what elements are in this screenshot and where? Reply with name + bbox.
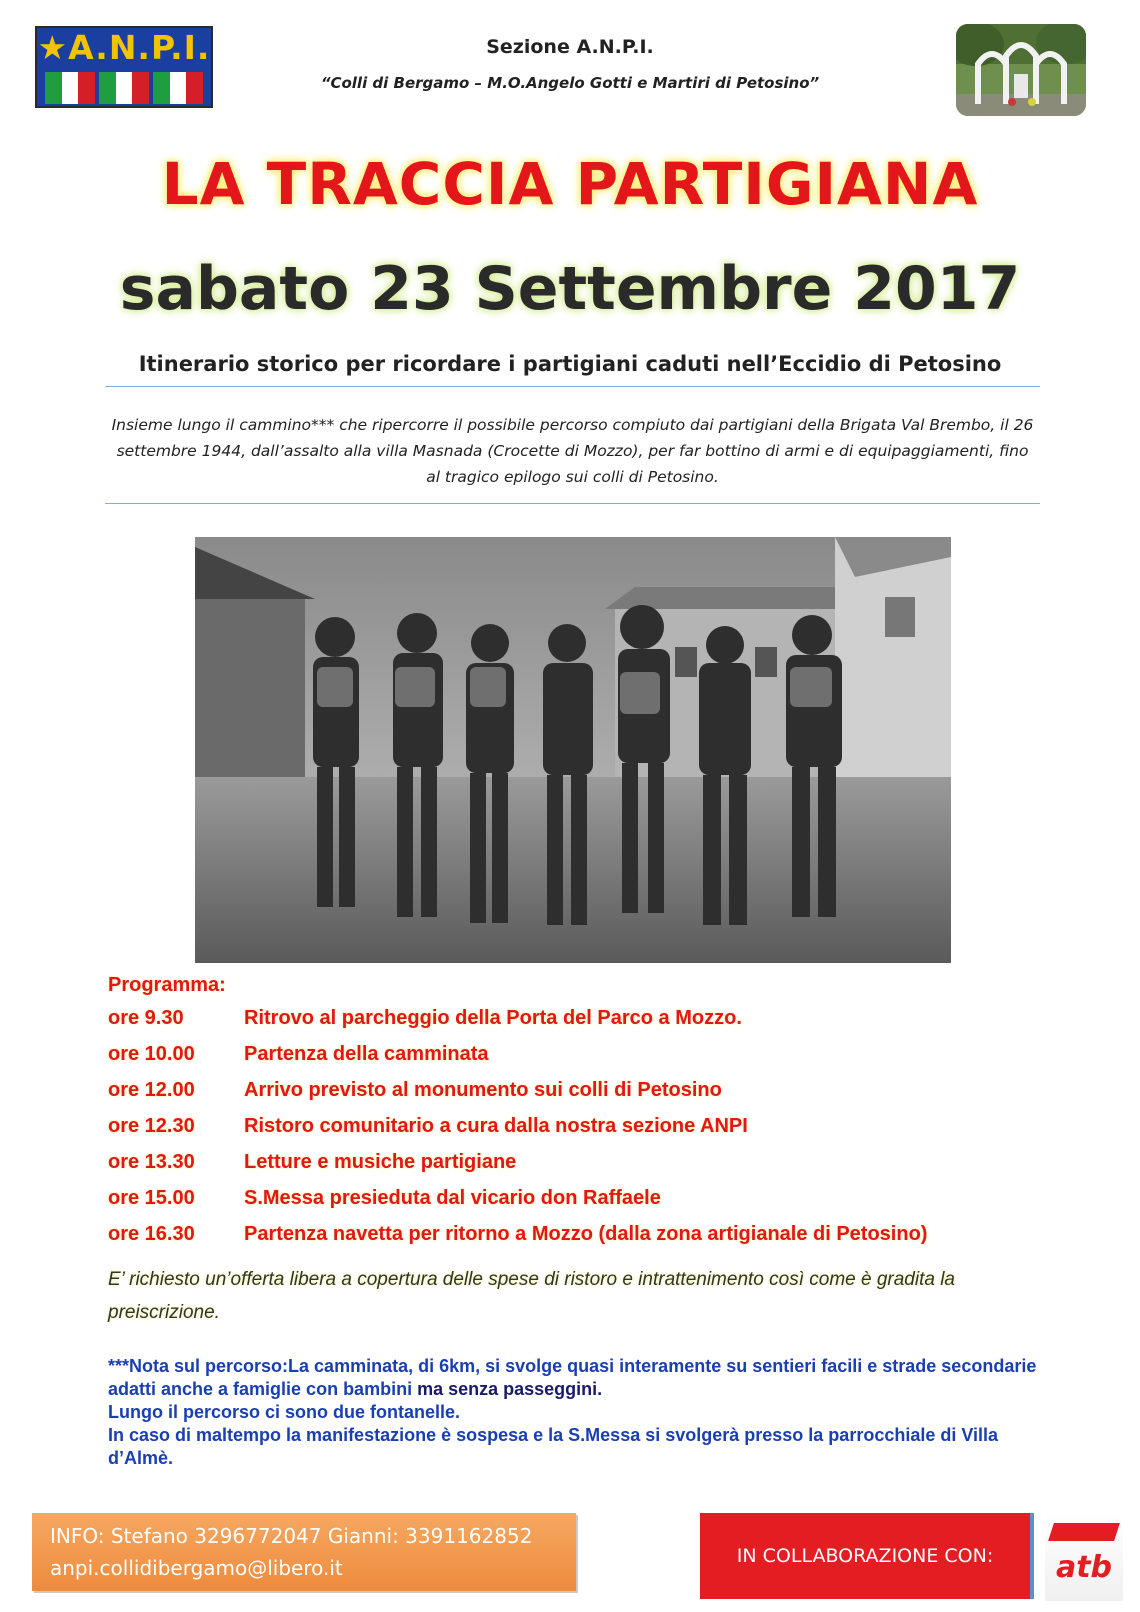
collaboration-box — [700, 1513, 1030, 1599]
flag-icon — [45, 72, 95, 104]
program-time: ore 9.30 — [108, 1007, 184, 1029]
program-time: ore 15.00 — [108, 1187, 195, 1209]
program-time: ore 10.00 — [108, 1043, 195, 1065]
monument-photo — [956, 24, 1086, 116]
program-time: ore 16.30 — [108, 1223, 195, 1245]
section-title: Sezione A.N.P.I. — [486, 36, 654, 58]
program-desc: S.Messa presieduta dal vicario don Raffaele — [244, 1187, 661, 1209]
atb-logo — [1045, 1513, 1123, 1601]
itinerary-subtitle: Itinerario storico per ricordare i partigiani caduti nell’Eccidio di Petosino — [138, 352, 1002, 376]
info-box — [32, 1513, 576, 1591]
intro-text: Insieme lungo il cammino*** che ripercorre il possibile percorso compiuto dai partigiani della Brigata Val Brembo, il 26 settembre 1944, dall’assalto alla villa Masnada (Crocette di Mozzo), per far bottino di armi e di equipaggiamenti, fino al tragico epilogo sui colli di Petosino. — [111, 416, 1034, 486]
note-line — [108, 1355, 1043, 1401]
event-title: LA TRACCIA PARTIGIANA — [161, 150, 979, 218]
atb-stripe-icon — [1048, 1523, 1120, 1541]
program-row — [108, 1144, 1048, 1180]
anpi-logo — [35, 26, 213, 108]
route-note — [108, 1355, 1043, 1470]
section-subtitle: “Colli di Bergamo – M.O.Angelo Gotti e Martiri di Petosino” — [320, 74, 820, 92]
note-weather: In caso di maltempo la manifestazione è sospesa e la S.Messa si svolgerà presso la parrocchiale di Villa d’Almè. — [108, 1425, 999, 1468]
info-email[interactable]: anpi.collidibergamo@libero.it — [50, 1556, 343, 1580]
note-emphasis: ma senza passeggini — [417, 1379, 598, 1399]
event-date: sabato 23 Settembre 2017 — [119, 254, 1021, 324]
italian-flags — [37, 68, 211, 108]
anpi-logo-text: ★A.N.P.I. — [37, 28, 211, 67]
program-row — [108, 1072, 1048, 1108]
offer-text: E’ richiesto un’offerta libera a copertura delle spese di ristoro e intrattenimento così come è gradita la preiscrizione. — [108, 1269, 956, 1323]
note-text: ***Nota sul percorso:La camminata, di 6km, si svolge quasi interamente su sentieri facili e strade secondarie adatti anche a famiglie con bambini — [108, 1356, 1037, 1399]
program-time: ore 12.30 — [108, 1115, 195, 1137]
program-row — [108, 1216, 1048, 1252]
collaboration-label: IN COLLABORAZIONE CON: — [736, 1545, 994, 1567]
program-desc: Letture e musiche partigiane — [244, 1151, 517, 1173]
flag-icon — [153, 72, 203, 104]
divider — [105, 503, 1040, 504]
program-desc: Partenza navetta per ritorno a Mozzo (dalla zona artigianale di Petosino) — [244, 1223, 928, 1245]
program-row — [108, 1000, 1048, 1036]
note-period: . — [597, 1379, 603, 1399]
note-fountains: Lungo il percorso ci sono due fontanelle. — [108, 1402, 461, 1422]
program-desc: Ritrovo al parcheggio della Porta del Parco a Mozzo. — [244, 1007, 742, 1029]
program-row — [108, 1108, 1048, 1144]
atb-logo-text: atb — [1055, 1550, 1113, 1585]
program-time: ore 13.30 — [108, 1151, 195, 1173]
flag-icon — [99, 72, 149, 104]
divider — [105, 386, 1040, 387]
program-section — [108, 970, 1048, 1252]
program-desc: Ristoro comunitario a cura dalla nostra sezione ANPI — [244, 1115, 748, 1137]
info-phones: INFO: Stefano 3296772047 Gianni: 3391162852 — [50, 1524, 533, 1548]
program-row — [108, 1180, 1048, 1216]
program-heading: Programma: — [108, 974, 226, 996]
partisans-photo — [195, 537, 951, 963]
program-desc: Partenza della camminata — [244, 1043, 489, 1065]
program-desc: Arrivo previsto al monumento sui colli di Petosino — [244, 1079, 722, 1101]
program-time: ore 12.00 — [108, 1079, 195, 1101]
program-row — [108, 1036, 1048, 1072]
